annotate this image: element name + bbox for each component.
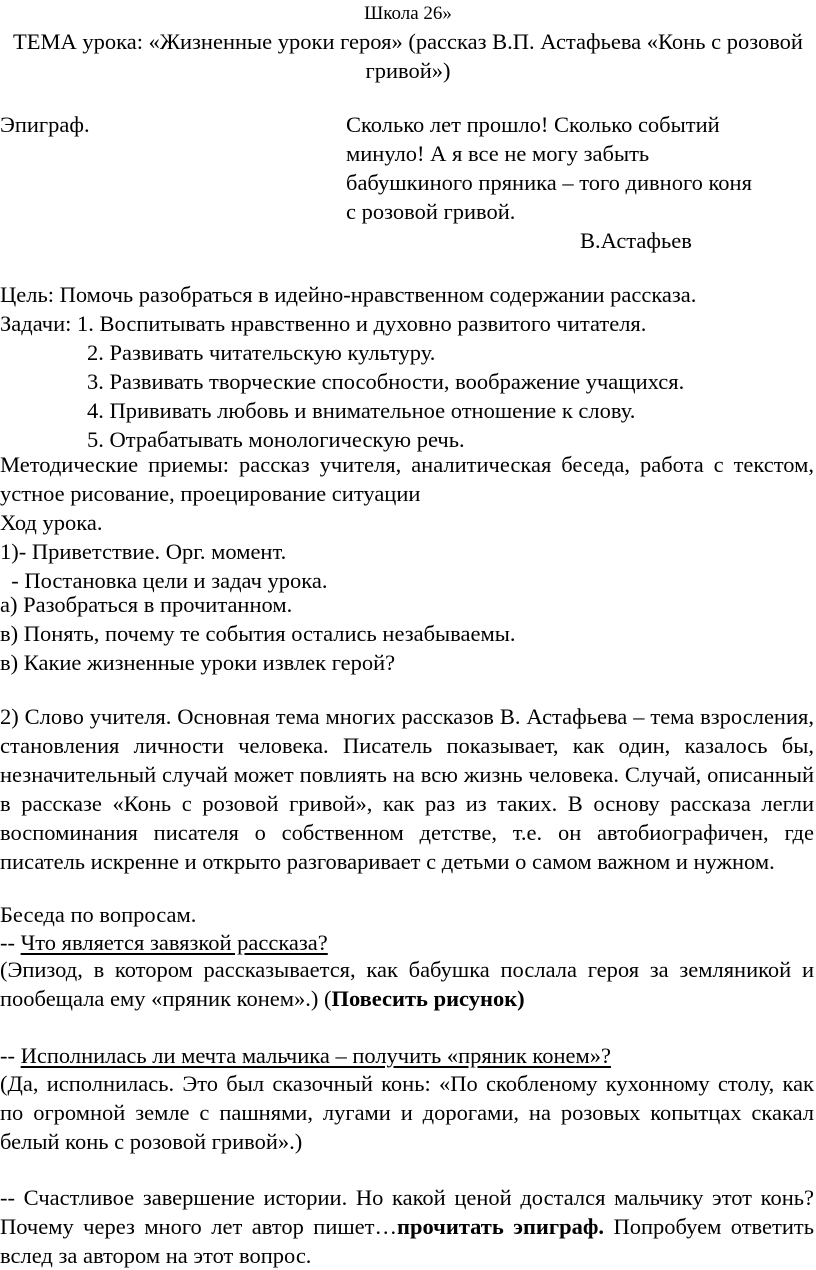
question-dash: --: [0, 930, 21, 955]
lesson-topic: ТЕМА урока: «Жизненные уроки героя» (рассказ В.П. Астафьева «Конь с розовой гривой»): [13, 29, 803, 83]
school-label: Школа 26»: [364, 3, 452, 24]
lesson-goal-item: а) Разобраться в прочитанном.: [0, 592, 293, 617]
epigraph-author: В.Астафьев: [580, 228, 692, 253]
question-1: [0, 928, 328, 957]
task-item: 3. Развивать творческие способности, воображение учащихся.: [87, 369, 685, 394]
lesson-step: - Постановка цели и задач урока.: [0, 568, 328, 593]
paragraph-text: -- Счастливое завершение истории. Но какой ценой достался мальчику этот конь? Почему через много лет автор пишет…: [0, 1185, 814, 1239]
conversation-heading: Беседа по вопросам.: [0, 902, 197, 927]
answer-bold-note: Повесить рисунок): [331, 986, 525, 1011]
question-dash: --: [0, 1043, 21, 1068]
epigraph-quote-line: Сколько лет прошло! Сколько событий: [346, 112, 720, 137]
answer-1: [0, 955, 814, 1013]
epigraph-quote-line: с розовой гривой.: [346, 199, 516, 224]
epigraph-label: Эпиграф.: [0, 112, 90, 137]
bold-instruction: прочитать эпиграф.: [397, 1214, 605, 1239]
epigraph-quote: [346, 110, 806, 226]
answer-text: (Эпизод, в котором рассказывается, как бабушка послала героя за земляникой и пообещала ему «пряник конем».) (: [0, 957, 814, 1011]
question-3-paragraph: [0, 1183, 814, 1270]
task-item: 5. Отрабатывать монологическую речь.: [87, 427, 465, 452]
paragraph-text: Попробуем ответить вслед за автором на этот вопрос.: [0, 1214, 815, 1268]
question-text: Что является завязкой рассказа?: [20, 930, 328, 955]
epigraph-quote-line: минуло! А я все не могу забыть: [346, 141, 650, 166]
lesson-heading: Ход урока.: [0, 510, 103, 535]
epigraph-quote-line: бабушкиного пряника – того дивного коня: [346, 170, 752, 195]
lesson-goal: Цель: Помочь разобраться в идейно-нравственном содержании рассказа.: [0, 282, 697, 307]
lesson-step: 1)- Приветствие. Орг. момент.: [0, 539, 287, 564]
task-item: 2. Развивать читательскую культуру.: [87, 340, 436, 365]
question-text: Исполнилась ли мечта мальчика – получить «пряник конем»?: [20, 1043, 611, 1068]
lesson-goal-item: в) Какие жизненные уроки извлек герой?: [0, 650, 396, 675]
teacher-word-paragraph: 2) Слово учителя. Основная тема многих рассказов В. Астафьева – тема взросления, становления личности человека. Писатель показывает, как один, казалось бы, незначительный случай может повлиять на всю жизнь человека. Случай, описанный в рассказе «Конь с розовой гривой», как раз из таких. В основу рассказа легли воспоминания писателя о собственном детстве, т.е. он автобиографичен, где писатель искренне и открыто разговаривает с детьми о самом важном и нужном.: [0, 704, 814, 874]
answer-2: (Да, исполнилась. Это был сказочный конь: «По скобленому кухонному столу, как по огромной земле с пашнями, лугами и дорогами, на розовых копытцах скакал белый конь с розовой гривой».): [0, 1071, 814, 1154]
question-2: [0, 1041, 611, 1070]
methods-paragraph: Методические приемы: рассказ учителя, аналитическая беседа, работа с текстом, устное рисование, проецирование ситуации: [0, 452, 814, 506]
lesson-goal-item: в) Понять, почему те события остались незабываемы.: [0, 621, 516, 646]
task-item: 4. Прививать любовь и внимательное отношение к слову.: [87, 398, 636, 423]
tasks-first: Задачи: 1. Воспитывать нравственно и духовно развитого читателя.: [0, 311, 647, 336]
